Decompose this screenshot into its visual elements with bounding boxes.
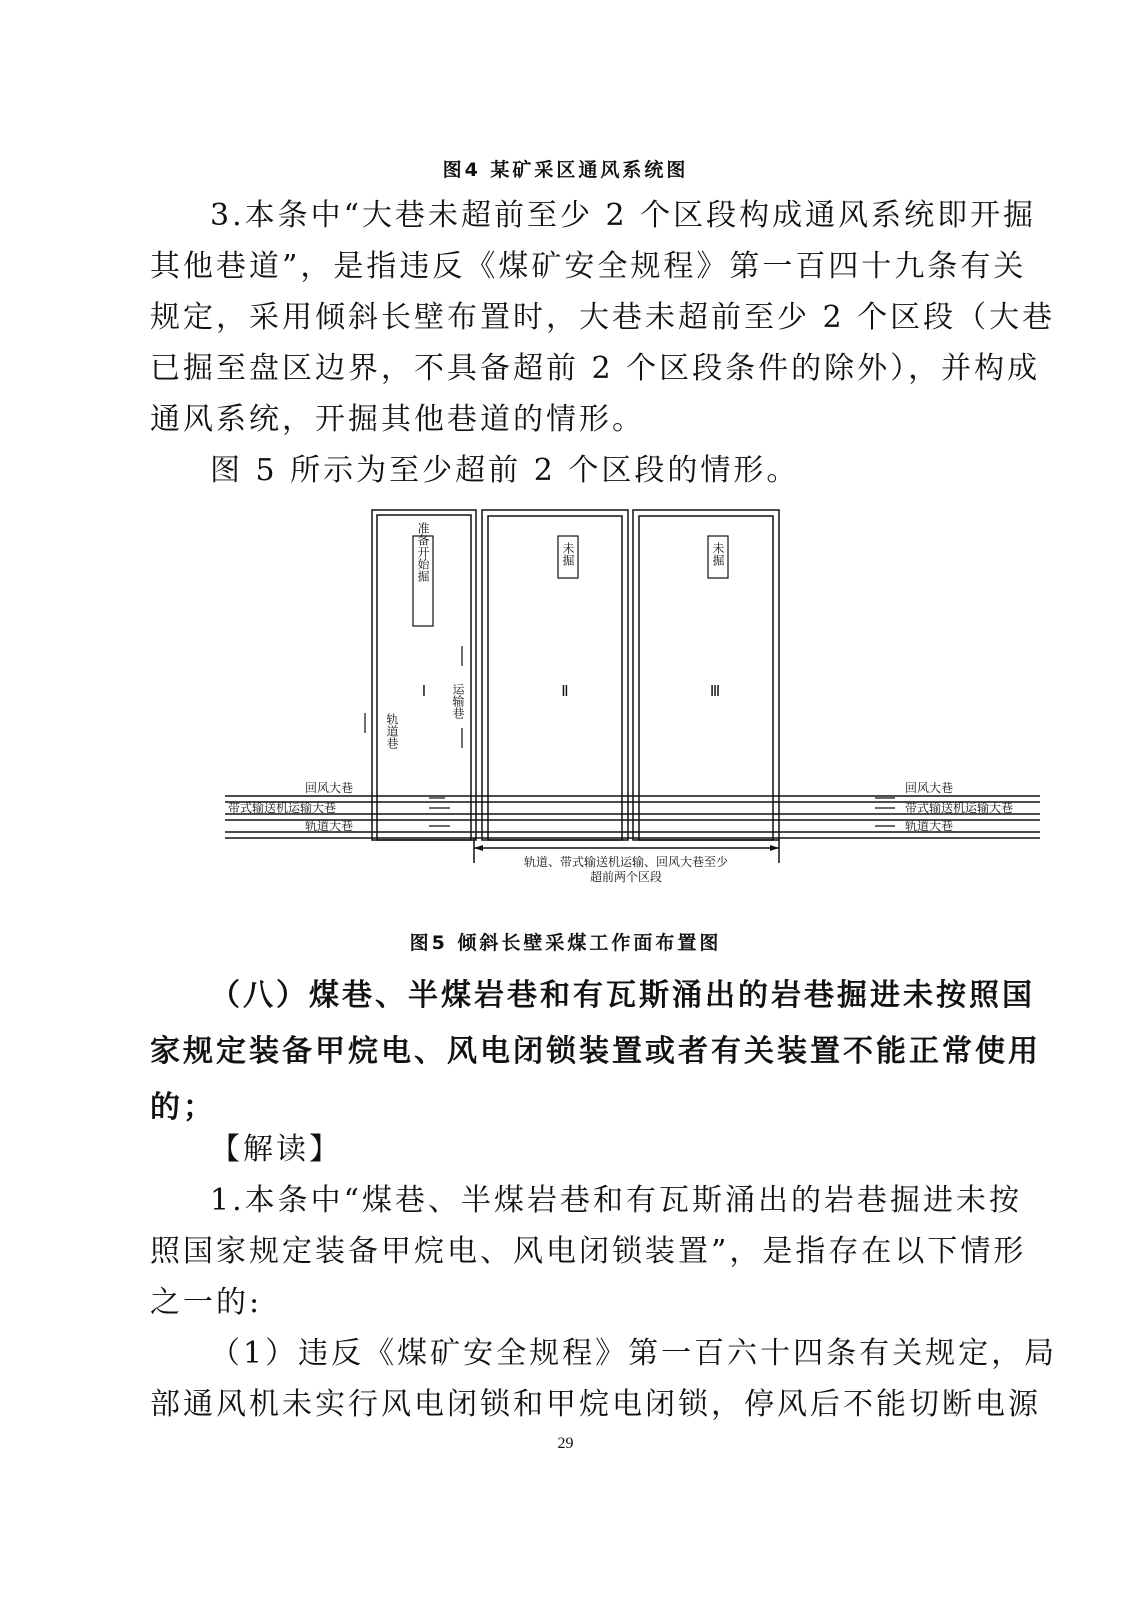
paragraph-3 bbox=[150, 190, 1056, 496]
interpretation-label: 【解读】 bbox=[210, 1132, 342, 1167]
box-unmined-2-label: 未掘 bbox=[561, 542, 575, 566]
page-number: 29 bbox=[557, 1435, 574, 1452]
text-line: （1）违反《煤矿安全规程》第一百六十四条有关规定，局 bbox=[210, 1336, 1058, 1371]
track-road-label: 轨道巷 bbox=[385, 713, 399, 749]
heading-line: （八）煤巷、半煤岩巷和有瓦斯涌出的岩巷掘进未按照国 bbox=[210, 978, 1035, 1013]
text-line: 规定，采用倾斜长壁布置时，大巷未超前至少 2 个区段（大巷 bbox=[150, 300, 1056, 335]
section-2-inner bbox=[488, 516, 622, 840]
figure-4-caption: 图4 某矿采区通风系统图 bbox=[442, 159, 689, 181]
box-prepare-label: 准备开始掘 bbox=[416, 522, 430, 582]
text-line: 之一的: bbox=[150, 1285, 263, 1320]
box-unmined-3-label: 未掘 bbox=[711, 542, 725, 566]
dimension-label-line-2: 超前两个区段 bbox=[589, 870, 663, 883]
text-line: 1.本条中“煤巷、半煤岩巷和有瓦斯涌出的岩巷掘进未按 bbox=[210, 1183, 1022, 1218]
section-3-inner bbox=[639, 516, 773, 840]
text-line: 3.本条中“大巷未超前至少 2 个区段构成通风系统即开掘 bbox=[210, 198, 1037, 233]
transport-road-label: 运输巷 bbox=[451, 683, 465, 719]
text-line: 其他巷道”，是指违反《煤矿安全规程》第一百四十九条有关 bbox=[150, 249, 1027, 284]
return-main-label-right: 回风大巷 bbox=[905, 781, 954, 795]
text-line: 部通风机未实行风电闭锁和甲烷电闭锁，停风后不能切断电源 bbox=[150, 1387, 1041, 1422]
text-line: 已掘至盘区边界，不具备超前 2 个区段条件的除外），并构成 bbox=[150, 351, 1041, 386]
dimension-label-line-1: 轨道、带式输送机运输、回风大巷至少 bbox=[523, 855, 729, 869]
heading-line: 的； bbox=[150, 1090, 216, 1125]
figure-5-diagram bbox=[225, 508, 1040, 883]
text-line: 通风系统，开掘其他巷道的情形。 bbox=[150, 402, 645, 437]
section-2-outer bbox=[482, 510, 628, 840]
section-3-numeral: Ⅲ bbox=[709, 684, 721, 700]
section-heading bbox=[150, 968, 1041, 1136]
section-3-outer bbox=[633, 510, 779, 840]
figure-5-caption: 图5 倾斜长壁采煤工作面布置图 bbox=[409, 932, 722, 954]
track-main-label-left: 轨道大巷 bbox=[305, 819, 354, 833]
belt-main-label-right: 带式输送机运输大巷 bbox=[905, 801, 1014, 815]
section-2-numeral: Ⅱ bbox=[561, 684, 569, 700]
text-line: 图 5 所示为至少超前 2 个区段的情形。 bbox=[210, 453, 800, 488]
belt-main-label-left: 带式输送机运输大巷 bbox=[228, 801, 337, 815]
interpretation-block bbox=[150, 1124, 1058, 1430]
track-main-label-right: 轨道大巷 bbox=[905, 819, 954, 833]
return-main-label-left: 回风大巷 bbox=[305, 781, 354, 795]
heading-line: 家规定装备甲烷电、风电闭锁装置或者有关装置不能正常使用 bbox=[150, 1034, 1041, 1069]
text-line: 照国家规定装备甲烷电、风电闭锁装置”，是指存在以下情形 bbox=[150, 1234, 1027, 1269]
section-1-numeral: Ⅰ bbox=[421, 684, 427, 700]
